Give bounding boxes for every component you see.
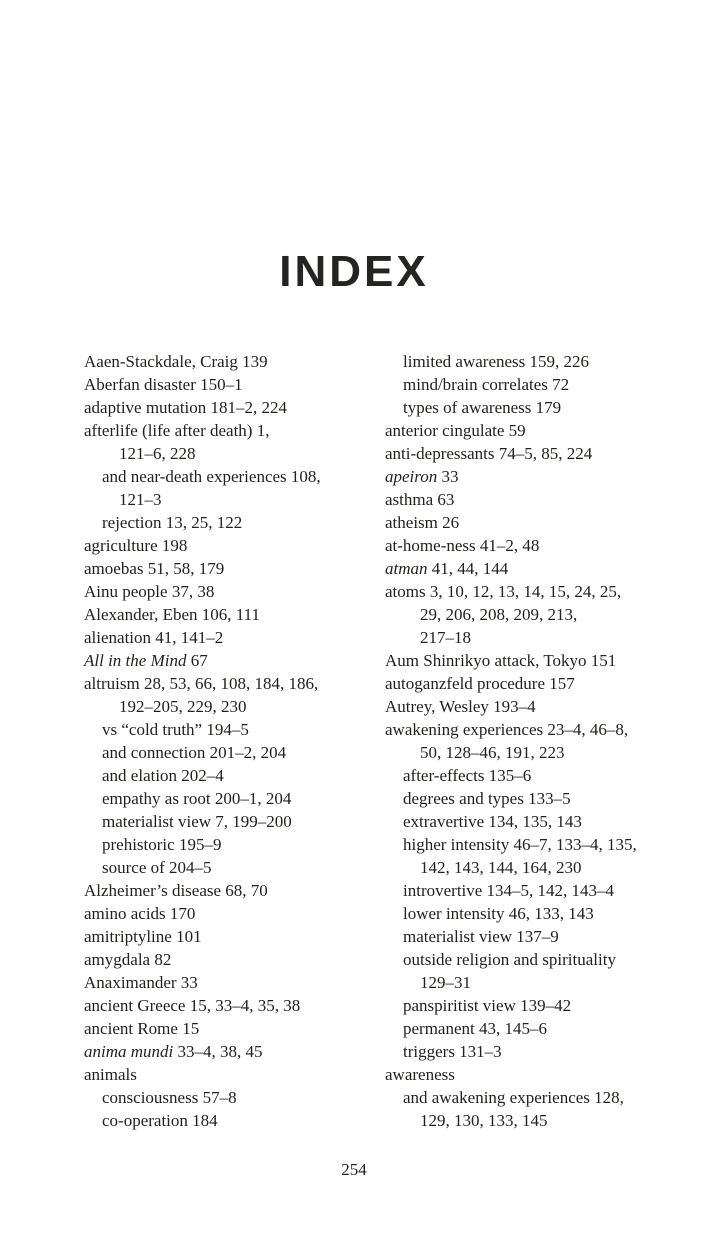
- index-entry: amoebas 51, 58, 179: [84, 559, 225, 578]
- index-entry: Autrey, Wesley 193–4: [385, 697, 536, 716]
- index-entry: 121–6, 228: [119, 444, 196, 463]
- index-entry: empathy as root 200–1, 204: [102, 789, 292, 808]
- index-entry: apeiron 33: [385, 467, 459, 486]
- index-entry: autoganzfeld procedure 157: [385, 674, 575, 693]
- index-entry: All in the Mind 67: [84, 651, 208, 670]
- index-entry: 217–18: [420, 628, 471, 647]
- index-column-right: [385, 350, 675, 1132]
- index-entry: 129, 130, 133, 145: [420, 1111, 548, 1130]
- index-entry: ancient Rome 15: [84, 1019, 200, 1038]
- index-entry: anti-depressants 74–5, 85, 224: [385, 444, 593, 463]
- index-entry: awakening experiences 23–4, 46–8,: [385, 720, 629, 739]
- index-entry: anterior cingulate 59: [385, 421, 526, 440]
- index-entry: consciousness 57–8: [102, 1088, 237, 1107]
- index-entry: Aum Shinrikyo attack, Tokyo 151: [385, 651, 617, 670]
- index-entry: Aaen-Stackdale, Craig 139: [84, 352, 268, 371]
- index-entry: outside religion and spirituality: [403, 950, 616, 969]
- index-entry: 192–205, 229, 230: [119, 697, 247, 716]
- index-entry: 121–3: [119, 490, 162, 509]
- index-entry: adaptive mutation 181–2, 224: [84, 398, 288, 417]
- index-column-left: [84, 350, 385, 1132]
- index-entry: atman 41, 44, 144: [385, 559, 509, 578]
- index-entry: after-effects 135–6: [403, 766, 532, 785]
- index-entry: Aberfan disaster 150–1: [84, 375, 243, 394]
- index-entry: co-operation 184: [102, 1111, 218, 1130]
- index-entry: 129–31: [420, 973, 471, 992]
- index-entry: Alexander, Eben 106, 111: [84, 605, 261, 624]
- index-entry: permanent 43, 145–6: [403, 1019, 547, 1038]
- index-entry: Ainu people 37, 38: [84, 582, 215, 601]
- index-entry: prehistoric 195–9: [102, 835, 222, 854]
- index-entry: and awakening experiences 128,: [403, 1088, 624, 1107]
- index-entry: 50, 128–46, 191, 223: [420, 743, 565, 762]
- index-entry: introvertive 134–5, 142, 143–4: [403, 881, 615, 900]
- index-columns: [0, 350, 708, 1132]
- index-entry: materialist view 137–9: [403, 927, 559, 946]
- index-entry: mind/brain correlates 72: [403, 375, 570, 394]
- index-entry: limited awareness 159, 226: [403, 352, 590, 371]
- index-entry: afterlife (life after death) 1,: [84, 421, 270, 440]
- index-entry: atoms 3, 10, 12, 13, 14, 15, 24, 25,: [385, 582, 622, 601]
- index-entry: awareness: [385, 1065, 455, 1084]
- index-entry: agriculture 198: [84, 536, 188, 555]
- index-entry: amino acids 170: [84, 904, 196, 923]
- index-entry: extravertive 134, 135, 143: [403, 812, 582, 831]
- index-entry: and elation 202–4: [102, 766, 224, 785]
- index-entry: animals: [84, 1065, 137, 1084]
- index-entry: lower intensity 46, 133, 143: [403, 904, 594, 923]
- index-entry: types of awareness 179: [403, 398, 562, 417]
- index-entry: amitriptyline 101: [84, 927, 202, 946]
- index-entry: higher intensity 46–7, 133–4, 135,: [403, 835, 637, 854]
- index-entry: 29, 206, 208, 209, 213,: [420, 605, 578, 624]
- index-entry: triggers 131–3: [403, 1042, 502, 1061]
- index-entry: source of 204–5: [102, 858, 212, 877]
- index-entry: degrees and types 133–5: [403, 789, 571, 808]
- index-entry: ancient Greece 15, 33–4, 35, 38: [84, 996, 301, 1015]
- index-entry: altruism 28, 53, 66, 108, 184, 186,: [84, 674, 319, 693]
- index-entry: at-home-ness 41–2, 48: [385, 536, 540, 555]
- index-entry: alienation 41, 141–2: [84, 628, 224, 647]
- index-entry: vs “cold truth” 194–5: [102, 720, 249, 739]
- index-entry: asthma 63: [385, 490, 455, 509]
- index-entry: and near-death experiences 108,: [102, 467, 321, 486]
- index-entry: Anaximander 33: [84, 973, 198, 992]
- index-entry: 142, 143, 144, 164, 230: [420, 858, 582, 877]
- index-entry: materialist view 7, 199–200: [102, 812, 292, 831]
- page-title: INDEX: [279, 247, 429, 296]
- index-entry: Alzheimer’s disease 68, 70: [84, 881, 268, 900]
- page-number: 254: [341, 1160, 367, 1179]
- index-entry: atheism 26: [385, 513, 460, 532]
- index-entry: and connection 201–2, 204: [102, 743, 287, 762]
- index-entry: panspiritist view 139–42: [403, 996, 572, 1015]
- index-entry: anima mundi 33–4, 38, 45: [84, 1042, 263, 1061]
- index-entry: amygdala 82: [84, 950, 172, 969]
- index-entry: rejection 13, 25, 122: [102, 513, 243, 532]
